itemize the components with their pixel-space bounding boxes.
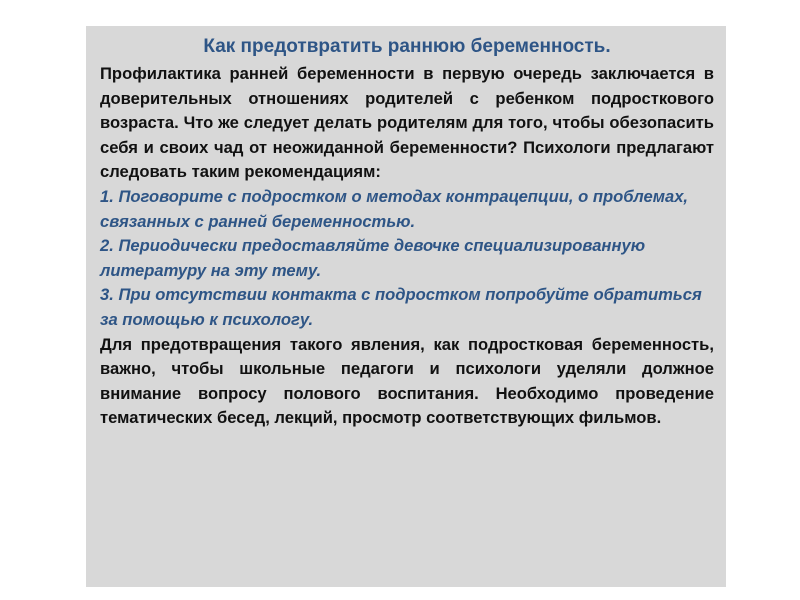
recommendation-2: 2. Периодически предоставляйте девочке специализированную литературу на эту тему. (100, 236, 646, 280)
recommendation-3: 3. При отсутствии контакта с подростком попробуйте обратиться за помощью к психологу. (100, 285, 702, 329)
slide-content (100, 34, 714, 431)
slide-title: Как предотвратить раннюю беременность. (203, 36, 611, 57)
recommendation-1: 1. Поговорите с подростком о методах контрацепции, о проблемах, связанных с ранней беременностью. (100, 186, 689, 231)
intro-paragraph: Профилактика ранней беременности в первую очередь заключается в доверительных отношениях родителей с ребенком подросткового возраста. Что же следует делать родителям для того, чтобы обезопасить себя и своих чад от неожиданной беременности? Психологи предлагают следовать таким рекомендациям: (100, 64, 714, 182)
conclusion-paragraph: Для предотвращения такого явления, как подростковая беременность, важно, чтобы школьные педагоги и психологи уделяли должное внимание вопросу полового воспитания. Необходимо проведение тематических бесед, лекций, просмотр соответствующих фильмов. (100, 334, 714, 428)
